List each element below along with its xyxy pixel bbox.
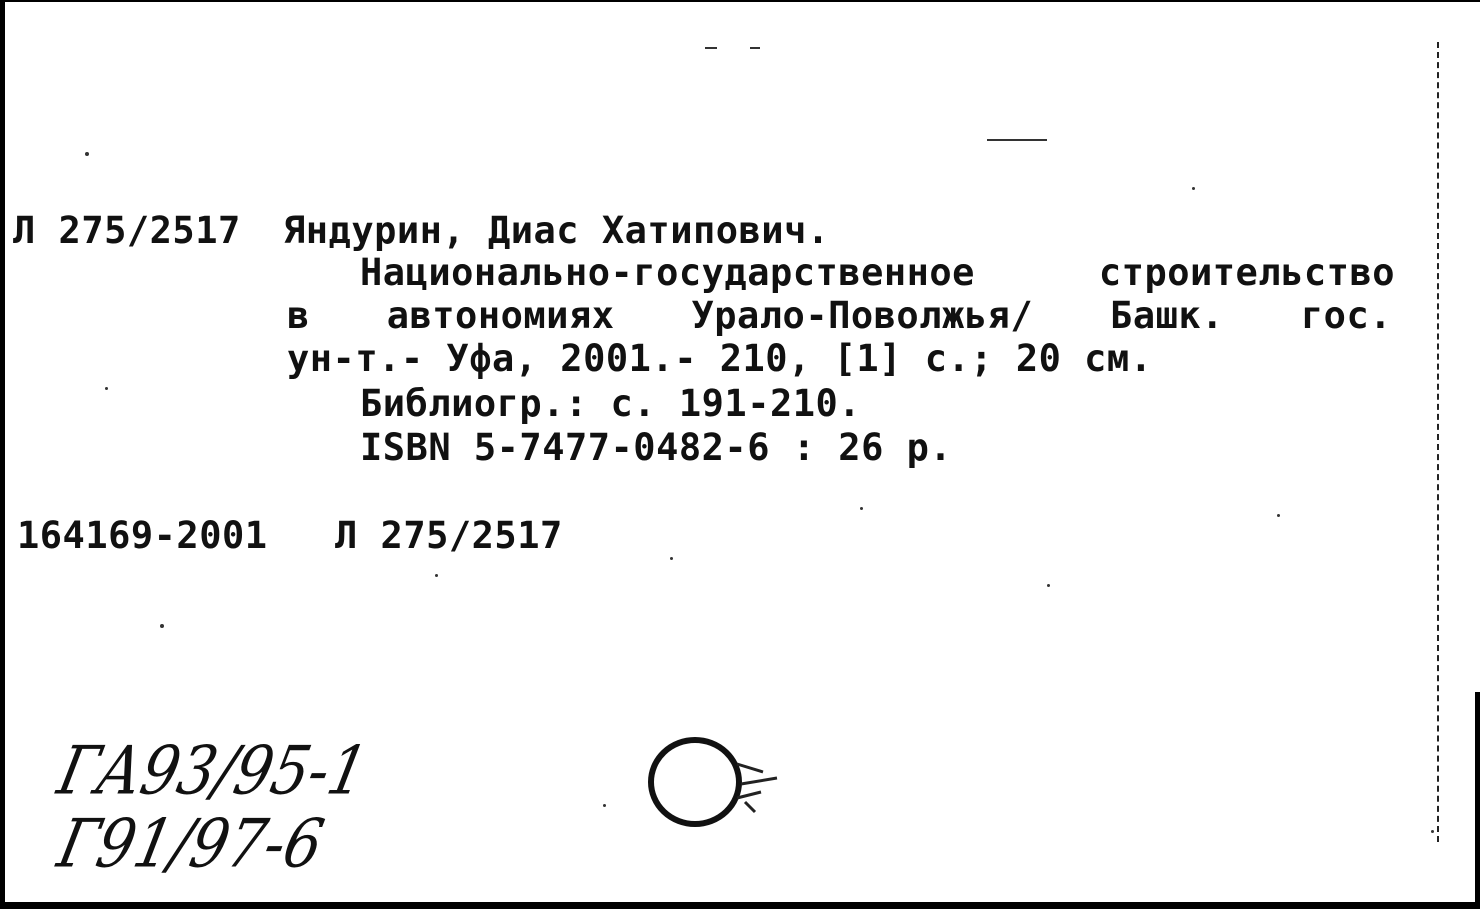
title-part-5: Урало-Поволжья/: [691, 294, 1034, 337]
isbn-line: ISBN 5-7477-0482-6 : 26 р.: [360, 426, 953, 469]
title-part-3: в: [287, 294, 310, 337]
accession-number: 164169-2001: [17, 514, 268, 557]
speck: [435, 574, 438, 577]
card-edge-line: [1437, 42, 1439, 842]
speck: [105, 387, 108, 390]
scan-dash: [987, 139, 1047, 141]
speck: [160, 624, 164, 628]
speck: [1047, 584, 1050, 587]
speck: [1277, 514, 1280, 517]
scan-dash: [705, 47, 717, 49]
title-part-1: Национально-государственное: [360, 251, 975, 294]
title-line-1: [360, 251, 1395, 294]
scan-dash: [750, 47, 760, 49]
handwritten-note-1: ГА93/95-1: [51, 731, 375, 810]
circle-stamp-icon: [645, 732, 795, 832]
imprint-line: ун-т.- Уфа, 2001.- 210, [1] с.; 20 см.: [287, 337, 1153, 380]
speck: [860, 507, 863, 510]
title-line-2: [287, 294, 1392, 337]
card-edge-bar: [1475, 692, 1480, 907]
title-part-4: автономиях: [386, 294, 615, 337]
bibliography-note: Библиогр.: с. 191-210.: [360, 382, 862, 425]
call-number: Л 275/2517: [13, 209, 241, 252]
call-number-repeat: Л 275/2517: [335, 514, 563, 557]
speck: [603, 804, 606, 807]
speck: [1431, 830, 1434, 833]
speck: [85, 152, 89, 156]
speck: [1192, 187, 1195, 190]
title-part-2: строительство: [1098, 251, 1395, 294]
speck: [670, 557, 673, 560]
publisher-abbrev-2: гос.: [1300, 294, 1392, 337]
handwritten-note-2: Г91/97-6: [51, 804, 331, 883]
publisher-abbrev-1: Башк.: [1110, 294, 1224, 337]
author-heading: Яндурин, Диас Хатипович.: [283, 209, 830, 252]
